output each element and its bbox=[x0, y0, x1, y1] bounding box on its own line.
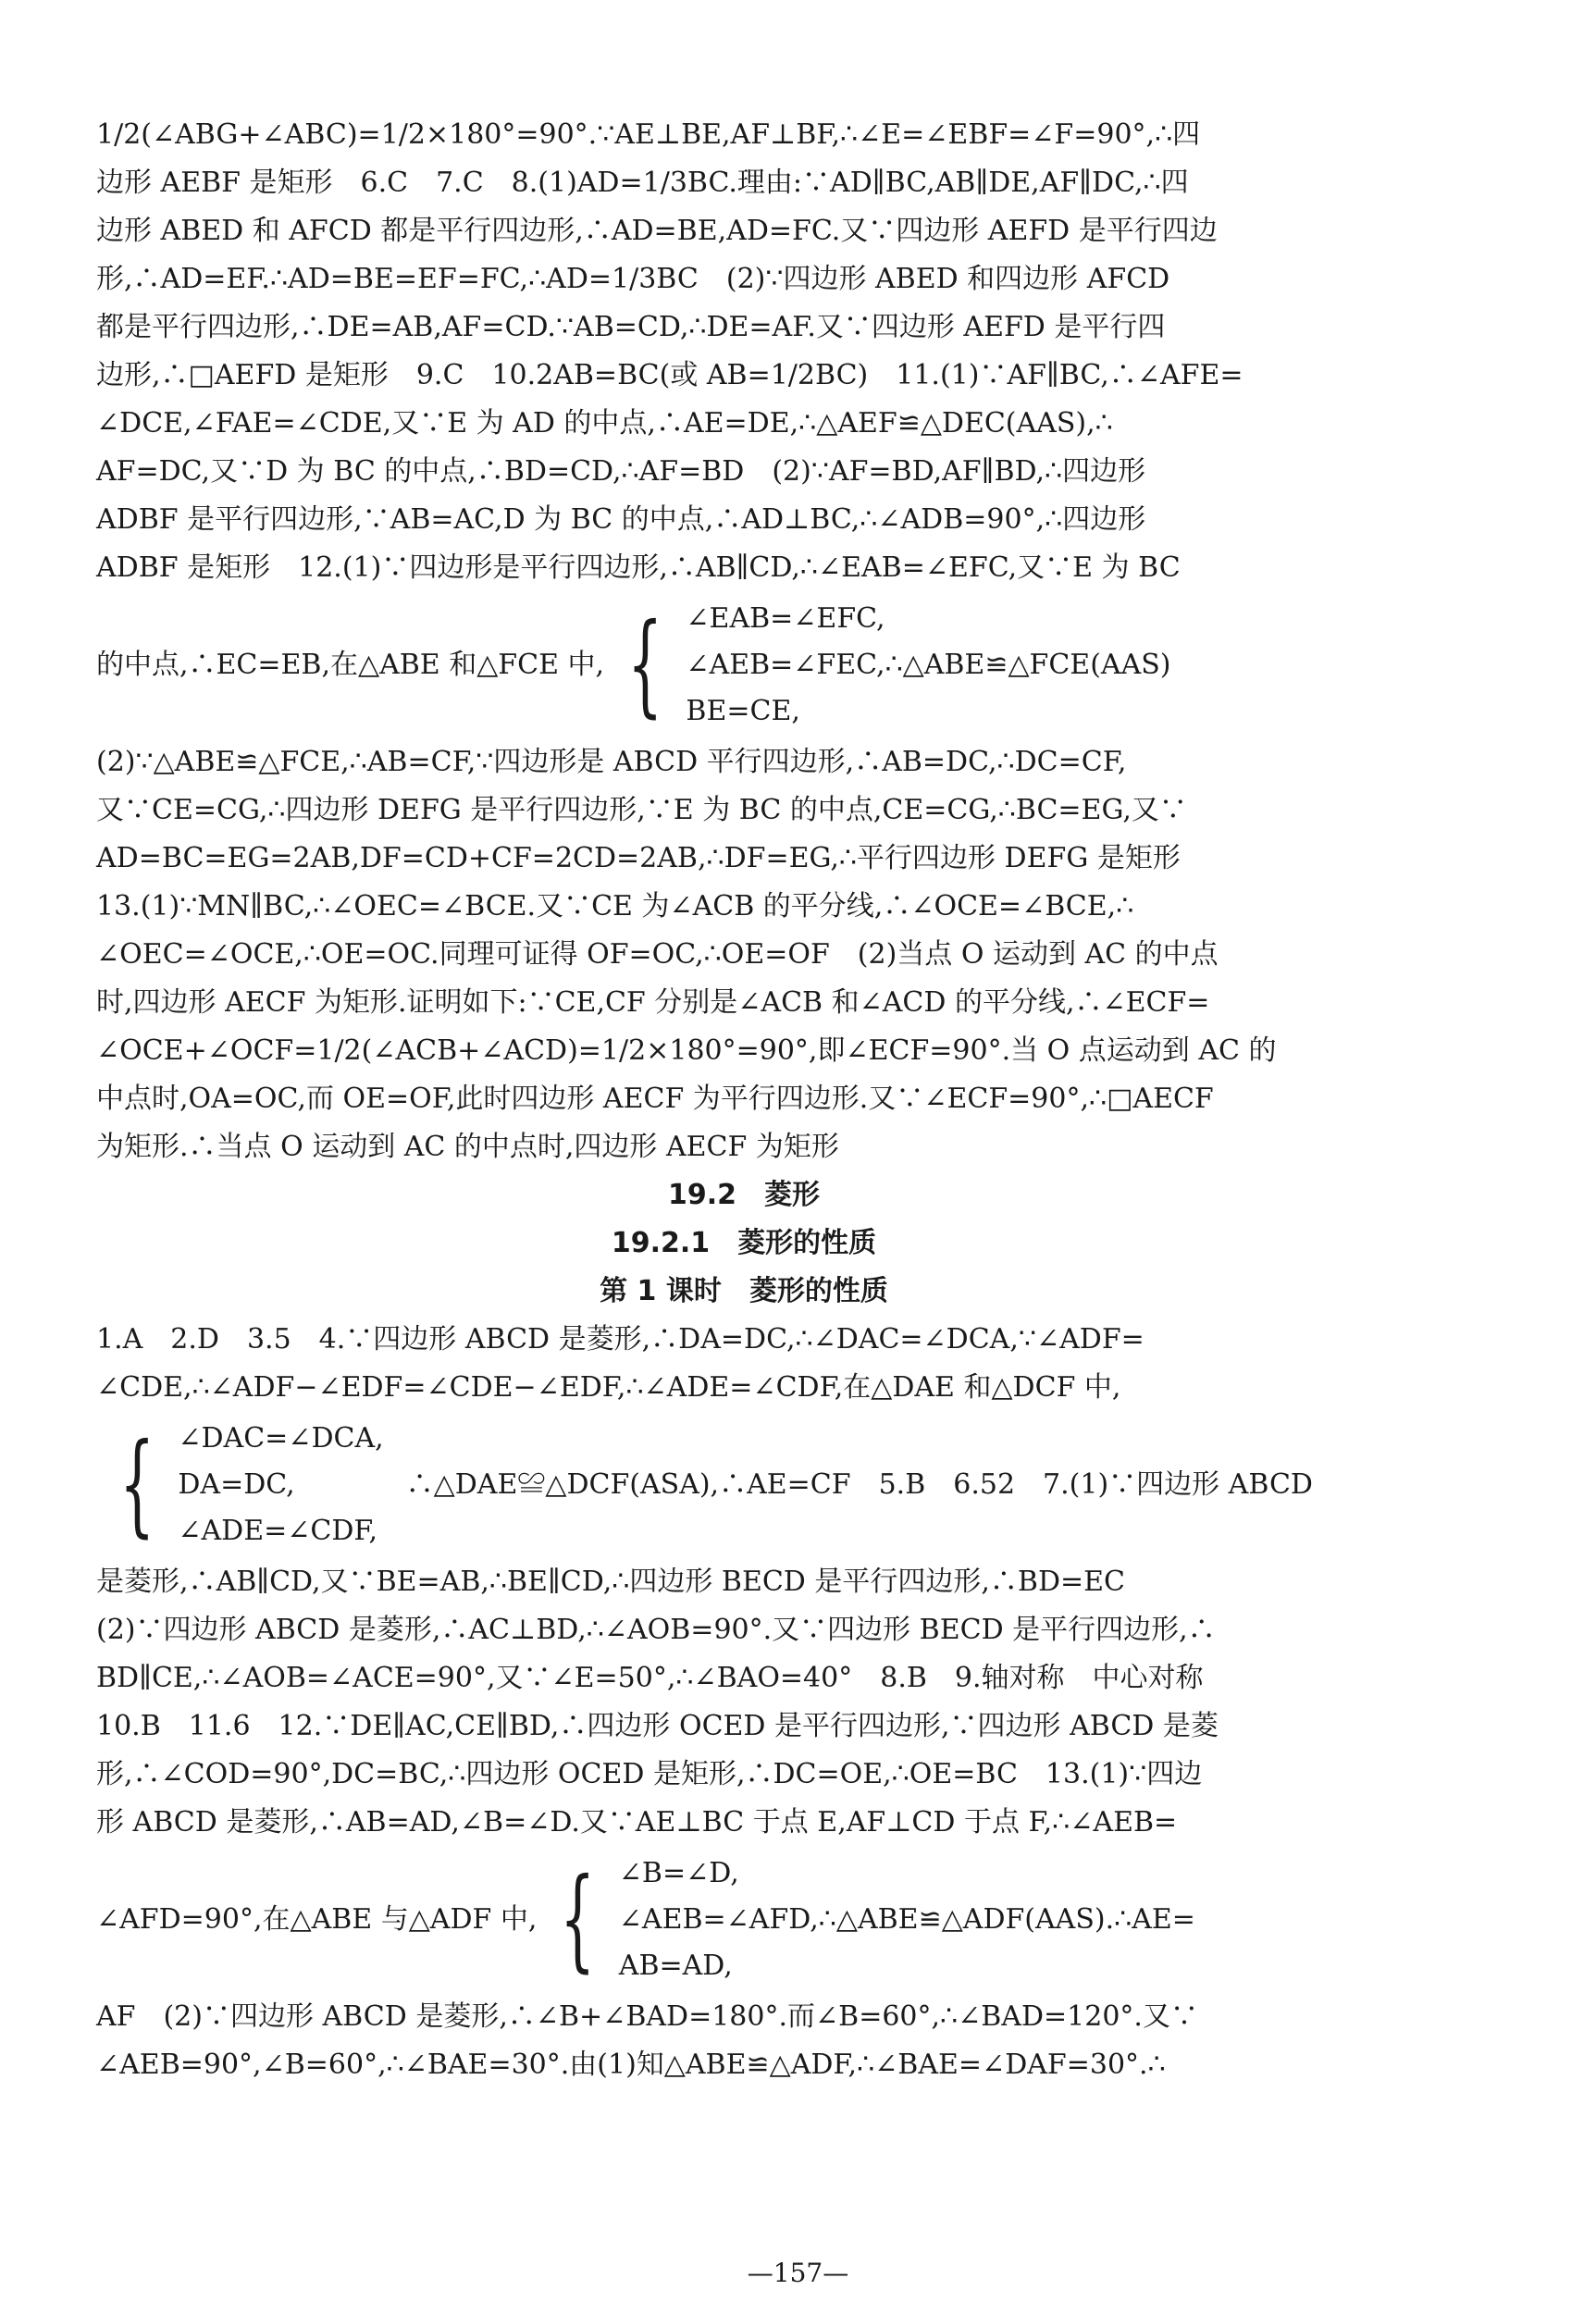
text-line: ADBF 是矩形 12.(1)∵四边形是平行四边形,∴AB∥CD,∴∠EAB=∠EFC,又∵E 为 BC bbox=[96, 551, 1181, 584]
text-line: 都是平行四边形,∴DE=AB,AF=CD.∵AB=CD,∴DE=AF.又∵四边形 AEFD 是平行四 bbox=[96, 311, 1166, 343]
answers-after-brace2 bbox=[96, 1558, 1392, 1847]
text-line: BD∥CE,∴∠AOB=∠ACE=90°,又∵∠E=50°,∴∠BAO=40° 8.B 9.轴对称 中心对称 bbox=[96, 1662, 1204, 1694]
brace-line: ∠ADE=∠CDF, bbox=[178, 1515, 378, 1547]
text-line: ∠OEC=∠OCE,∴OE=OC.同理可证得 OF=OC,∴OE=OF (2)当点 O 运动到 AC 的中点 bbox=[96, 938, 1219, 971]
brace-line: ∠B=∠D, bbox=[618, 1857, 739, 1889]
brace-line: ∠AEB=∠FEC,∴△ABE≌△FCE(AAS) bbox=[686, 649, 1171, 681]
text-line: 时,四边形 AECF 为矩形.证明如下:∵CE,CF 分别是∠ACB 和∠ACD 的平分线,∴∠ECF= bbox=[96, 986, 1210, 1019]
brace-line: BE=CE, bbox=[686, 695, 800, 727]
brace-line: DA=DC, ∴△DAE≌△DCF(ASA),∴AE=CF 5.B 6.52 7.(1)∵四边形 ABCD bbox=[178, 1468, 1313, 1501]
text-line: 1/2(∠ABG+∠ABC)=1/2×180°=90°.∵AE⊥BE,AF⊥BF,∴∠E=∠EBF=∠F=90°,∴四 bbox=[96, 118, 1201, 151]
subsection-heading: 19.2.1 菱形的性质 bbox=[611, 1227, 877, 1259]
brace-line: ∠EAB=∠EFC, bbox=[686, 602, 885, 635]
text-line: 边形,∴□AEFD 是矩形 9.C 10.2AB=BC(或 AB=1/2BC) 11.(1)∵AF∥BC,∴∠AFE= bbox=[96, 359, 1243, 391]
text-line: ∠CDE,∴∠ADF−∠EDF=∠CDE−∠EDF,∴∠ADE=∠CDF,在△DAE 和△DCF 中, bbox=[96, 1371, 1121, 1404]
text-line: 边形 AEBF 是矩形 6.C 7.C 8.(1)AD=1/3BC.理由:∵AD∥BC,AB∥DE,AF∥DC,∴四 bbox=[96, 167, 1189, 199]
text-line: 是菱形,∴AB∥CD,又∵BE=AB,∴BE∥CD,∴四边形 BECD 是平行四边形,∴BD=EC bbox=[96, 1566, 1126, 1598]
text-line: (2)∵四边形 ABCD 是菱形,∴AC⊥BD,∴∠AOB=90°.又∵四边形 BECD 是平行四边形,∴ bbox=[96, 1614, 1216, 1646]
lesson-answers bbox=[96, 1316, 1392, 1412]
text-line: ∠DCE,∠FAE=∠CDE,又∵E 为 AD 的中点,∴AE=DE,∴△AEF≌△DEC(AAS),∴ bbox=[96, 407, 1113, 439]
text-line: ∠AEB=90°,∠B=60°,∴∠BAE=30°.由(1)知△ABE≌△ADF,∴∠BAE=∠DAF=30°.∴ bbox=[96, 2049, 1166, 2081]
text-line: 为矩形.∴当点 O 运动到 AC 的中点时,四边形 AECF 为矩形 bbox=[96, 1131, 839, 1163]
left-brace-icon: { bbox=[627, 600, 663, 729]
lesson-heading: 第 1 课时 菱形的性质 bbox=[600, 1275, 888, 1307]
text-line: 10.B 11.6 12.∵DE∥AC,CE∥BD,∴四边形 OCED 是平行四边形,∵四边形 ABCD 是菱 bbox=[96, 1710, 1219, 1742]
text-line: AF=DC,又∵D 为 BC 的中点,∴BD=CD,∴AF=BD (2)∵AF=BD,AF∥BD,∴四边形 bbox=[96, 455, 1146, 488]
end-answers bbox=[96, 1993, 1392, 2089]
top-answers bbox=[96, 111, 1392, 592]
text-line: 1.A 2.D 3.5 4.∵四边形 ABCD 是菱形,∴DA=DC,∴∠DAC=∠DCA,∵∠ADF= bbox=[96, 1323, 1144, 1356]
text-line: ∠OCE+∠OCF=1/2(∠ACB+∠ACD)=1/2×180°=90°,即∠ECF=90°.当 O 点运动到 AC 的 bbox=[96, 1034, 1277, 1067]
text-line: 13.(1)∵MN∥BC,∴∠OEC=∠BCE.又∵CE 为∠ACB 的平分线,∴∠OCE=∠BCE,∴ bbox=[96, 890, 1134, 922]
text-line: 边形 ABED 和 AFCD 都是平行四边形,∴AD=BE,AD=FC.又∵四边形 AEFD 是平行四边 bbox=[96, 215, 1218, 247]
brace-lines bbox=[686, 596, 1170, 735]
text-line: AD=BC=EG=2AB,DF=CD+CF=2CD=2AB,∴DF=EG,∴平行四边形 DEFG 是矩形 bbox=[96, 842, 1181, 874]
brace-prefix: ∠AFD=90°,在△ABE 与△ADF 中, bbox=[96, 1903, 538, 1936]
text-line: AF (2)∵四边形 ABCD 是菱形,∴∠B+∠BAD=180°.而∠B=60°,∴∠BAD=120°.又∵ bbox=[96, 2000, 1198, 2033]
text-line: 形,∴AD=EF.∴AD=BE=EF=FC,∴AD=1/3BC (2)∵四边形 ABED 和四边形 AFCD bbox=[96, 263, 1170, 295]
brace-system-3 bbox=[96, 1851, 1392, 1989]
text-line: 形,∴∠COD=90°,DC=BC,∴四边形 OCED 是矩形,∴DC=OE,∴OE=BC 13.(1)∵四边 bbox=[96, 1758, 1203, 1790]
text-line: 形 ABCD 是菱形,∴AB=AD,∠B=∠D.又∵AE⊥BC 于点 E,AF⊥CD 于点 F,∴∠AEB= bbox=[96, 1806, 1178, 1838]
text-line: 中点时,OA=OC,而 OE=OF,此时四边形 AECF 为平行四边形.又∵∠ECF=90°,∴□AECF bbox=[96, 1083, 1214, 1115]
brace-line: ∠DAC=∠DCA, bbox=[178, 1422, 384, 1455]
brace-system-1 bbox=[96, 596, 1392, 735]
text-line: 又∵CE=CG,∴四边形 DEFG 是平行四边形,∵E 为 BC 的中点,CE=CG,∴BC=EG,又∵ bbox=[96, 794, 1187, 826]
mid-answers bbox=[96, 738, 1392, 1171]
brace-system-2 bbox=[96, 1416, 1392, 1554]
answer-page bbox=[96, 111, 1392, 2089]
brace-prefix: 的中点,∴EC=EB,在△ABE 和△FCE 中, bbox=[96, 649, 605, 681]
left-brace-icon: { bbox=[560, 1855, 596, 1984]
text-line: ADBF 是平行四边形,∵AB=AC,D 为 BC 的中点,∴AD⊥BC,∴∠ADB=90°,∴四边形 bbox=[96, 503, 1146, 536]
page-number: —157— bbox=[747, 2258, 849, 2288]
brace-line: ∠AEB=∠AFD,∴△ABE≌△ADF(AAS).∴AE= bbox=[618, 1903, 1195, 1936]
text-line: (2)∵△ABE≌△FCE,∴AB=CF,∵四边形是 ABCD 平行四边形,∴AB=DC,∴DC=CF, bbox=[96, 746, 1127, 778]
left-brace-icon: { bbox=[119, 1420, 155, 1549]
brace-line: AB=AD, bbox=[618, 1950, 733, 1982]
section-heading: 19.2 菱形 bbox=[667, 1179, 821, 1211]
brace-lines bbox=[178, 1416, 1313, 1554]
brace-lines bbox=[619, 1851, 1195, 1989]
